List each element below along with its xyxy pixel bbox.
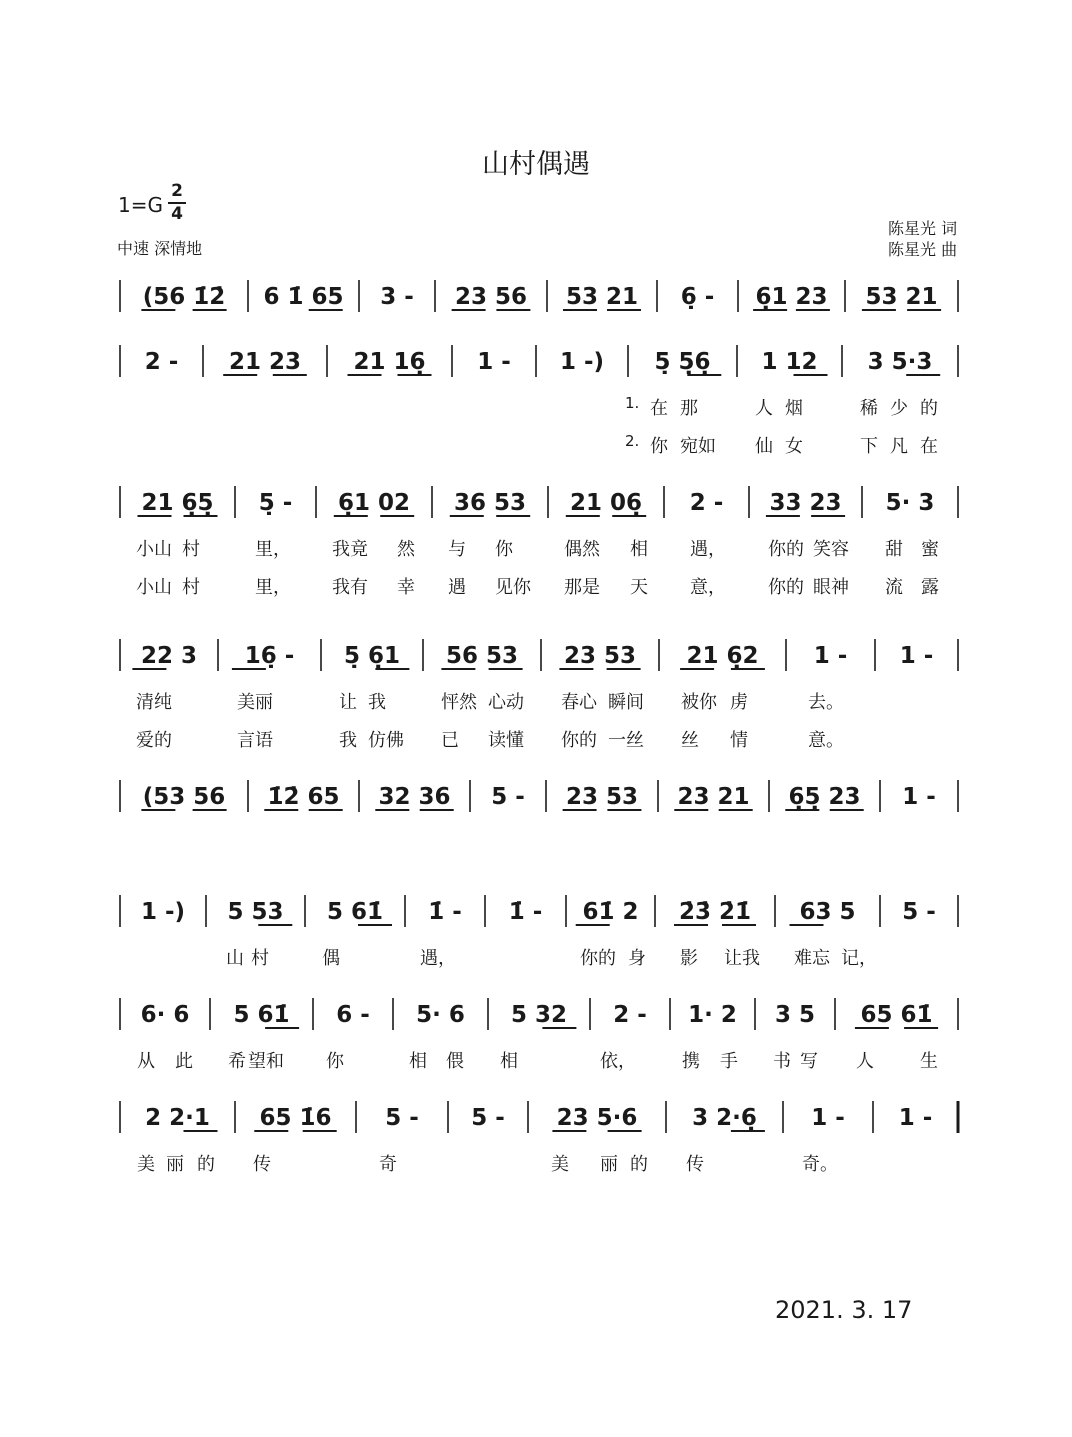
measure: 1 - [898,1105,933,1131]
score-row [0,776,1072,816]
lyricist-credit: 陈星光 词 [888,219,958,238]
lyric-syllable: 意。 [808,730,844,751]
measure: 2 2·1 [145,1105,210,1131]
lyric-syllable: 村 [182,539,200,560]
lyric-syllable: 美 [551,1154,569,1175]
lyric-syllable: 一丝 [608,730,644,751]
measure: 61̇ 2 [582,899,639,925]
measure: 5̣ 5̣6̣ [654,349,711,375]
lyric-syllable: 你的 [580,948,616,969]
measure: 33 23 [769,490,842,516]
measure: 23 53 [565,784,639,810]
lyric-syllable: 甜 [885,539,903,560]
measure: 5 61̇ [326,899,384,925]
lyric-syllable: 此 [175,1051,193,1072]
lyric-syllable: 那是 [564,577,600,598]
lyric-syllable: 在 [650,398,668,419]
tempo-marking: 中速 深情地 [117,239,203,258]
lyric-syllable: 我 [368,692,386,713]
time-signature [168,182,186,224]
lyric-syllable: 偶 [322,948,340,969]
score-row-svg [0,635,1072,677]
measure: 1 - [477,349,511,375]
measure: 5 - [471,1105,505,1131]
lyric-syllable: 依， [600,1051,636,1072]
lyric-syllable: 难忘 [794,948,830,969]
lyric-syllable: 去。 [808,692,844,713]
score-row-svg [0,994,1072,1036]
score-row-svg [0,1097,1072,1139]
measure: 23 53 [563,643,637,669]
lyric-syllable: 书 [773,1051,791,1072]
measure: 21 23 [228,349,302,375]
lyric-syllable: 相 [630,539,648,560]
lyric-syllable: 身 [628,948,646,969]
lyric-syllable: 丝 [681,730,699,751]
lyric-syllable: 笑容 [813,539,849,560]
key-signature: 1=G [118,193,163,217]
score-row [0,1097,1072,1137]
lyric-syllable: 心动 [488,692,524,713]
lyric-syllable: 1. [625,394,640,412]
lyric-syllable: 从 [137,1051,155,1072]
lyric-syllable: 奇 [379,1154,397,1175]
lyric-syllable: 的 [630,1154,648,1175]
measure: 65 1̇6 [259,1105,332,1131]
lyric-syllable: 少 [890,398,908,419]
lyric-syllable: 偶然 [564,539,600,560]
measure: 21 6̣2 [686,643,759,669]
lyric-syllable: 眼神 [813,577,849,598]
lyric-syllable: 小山 [136,577,172,598]
lyric-syllable: 情 [730,730,748,751]
lyric-syllable: 传 [253,1154,271,1175]
lyric-syllable: 影 [680,948,698,969]
song-title: 山村偶遇 [482,149,590,180]
lyric-syllable: 我有 [332,577,368,598]
lyric-syllable: 怦然 [441,692,477,713]
measure: 65 61̇ [860,1002,933,1028]
measure: 1 -) [140,899,186,925]
lyric-syllable: 手 [720,1051,738,1072]
date-stamp: 2021. 3. 17 [775,1296,913,1324]
lyric-syllable: 仿佛 [368,730,404,751]
measure: 5 - [385,1105,419,1131]
measure: 1 12 [761,349,818,375]
measure: 6 1̇ 65 [263,284,344,310]
lyric-syllable: 丽 [166,1154,184,1175]
lyric-syllable: 村 [251,948,269,969]
measure: 1 - [811,1105,845,1131]
lyric-syllable: 望和 [248,1051,284,1072]
lyric-syllable: 人 [755,398,773,419]
measure: 36 53 [453,490,527,516]
measure: 1̇ - [508,899,543,925]
measure: 5̣ - [258,490,293,516]
lyric-syllable: 与 [448,539,466,560]
lyric-syllable: 虏 [730,692,748,713]
lyric-syllable: 已 [441,730,459,751]
lyric-syllable: 奇。 [802,1154,838,1175]
lyric-syllable: 传 [686,1154,704,1175]
lyric-syllable: 遇， [690,539,726,560]
measure: 3 2·6̣ [692,1105,757,1131]
measure: 1̇2̇ 65 [267,784,340,810]
measure: 1 - [902,784,936,810]
lyric-syllable: 凡 [890,436,908,457]
lyric-syllable: 美丽 [237,692,273,713]
lyric-syllable: 希 [228,1051,246,1072]
measure: 1 -) [559,349,605,375]
lyric-syllable: 宛如 [680,436,716,457]
lyric-syllable: 山 [226,948,244,969]
lyric-syllable: 人 [856,1051,874,1072]
lyric-syllable: 2. [625,432,640,450]
lyric-syllable: 被你 [681,692,717,713]
measure: 21 6̣5̣ [141,490,214,516]
measure: 2 - [689,490,724,516]
lyric-syllable: 小山 [136,539,172,560]
lyric-syllable: 里， [255,539,291,560]
lyric-syllable: 你的 [768,539,804,560]
lyric-syllable: 的 [920,398,938,419]
lyric-syllable: 你 [650,436,668,457]
measure: 3 5 [774,1002,816,1028]
score-row [0,635,1072,675]
lyric-syllable: 村 [182,577,200,598]
measure: 6̣1 23 [755,284,828,310]
measure: 63 5 [799,899,856,925]
lyric-syllable: 流 [885,577,903,598]
lyric-syllable: 相 [409,1051,427,1072]
measure: 1· 2 [688,1002,737,1028]
lyric-syllable: 我 [339,730,357,751]
lyric-syllable: 仙 [755,436,773,457]
measure: 1 - [813,643,848,669]
score-row [0,276,1072,316]
score-row [0,994,1072,1034]
lyric-syllable: 天 [630,577,648,598]
lyric-syllable: 我竟 [332,539,368,560]
lyric-syllable: 让 [339,692,357,713]
measure: 32 36 [378,784,451,810]
lyric-syllable: 里， [255,577,291,598]
lyric-syllable: 丽 [600,1154,618,1175]
lyric-syllable: 遇 [448,577,466,598]
score-row-svg [0,482,1072,524]
lyric-syllable: 爱的 [136,730,172,751]
lyric-syllable: 见你 [495,577,531,598]
lyric-syllable: 读懂 [488,730,524,751]
lyric-syllable: 你 [495,539,513,560]
lyric-syllable: 言语 [237,730,273,751]
lyric-syllable: 稀 [860,398,878,419]
measure: 2 - [613,1002,647,1028]
lyric-syllable: 偎 [446,1051,464,1072]
lyric-syllable: 烟 [785,398,803,419]
lyric-syllable: 在 [920,436,938,457]
measure: 6· 6 [140,1002,190,1028]
measure: 6 - [336,1002,370,1028]
lyric-syllable: 写 [800,1051,818,1072]
lyric-syllable: 幸 [397,577,415,598]
measure: (56 1̇2̇ [142,284,226,310]
measure: 1̇ - [428,899,462,925]
measure: 2̇3̇ 2̇1̇ [678,899,752,925]
measure: 5 - [491,784,525,810]
measure: 53 21 [865,284,938,310]
lyric-syllable: 春心 [561,692,597,713]
lyric-syllable: 携 [682,1051,700,1072]
measure: 21 16̣ [353,349,426,375]
measure: 6̣1 02 [337,490,411,516]
measure: 1 - [899,643,934,669]
measure: 5· 3 [885,490,935,516]
score-row-svg [0,341,1072,383]
measure: 53 21 [565,284,639,310]
lyric-syllable: 记， [841,948,877,969]
lyric-syllable: 露 [921,577,939,598]
score-row [0,341,1072,381]
lyric-syllable: 美 [137,1154,155,1175]
measure: 23 21 [677,784,750,810]
measure: 23 5·6 [556,1105,638,1131]
lyric-syllable: 相 [500,1051,518,1072]
score-row-svg [0,276,1072,318]
score-row [0,482,1072,522]
lyric-syllable: 你的 [768,577,804,598]
measure: 6̣ - [680,284,715,310]
measure: 5 53 [227,899,284,925]
measure: 56 53 [445,643,519,669]
measure: 5 32 [510,1002,568,1028]
measure: 6̣5̣ 23 [788,784,861,810]
measure: (53 56 [142,784,226,810]
measure: 5· 6 [416,1002,465,1028]
lyric-syllable: 你 [326,1051,344,1072]
lyric-syllable: 让我 [724,948,760,969]
lyric-syllable: 意， [690,577,726,598]
measure: 2 - [144,349,179,375]
score-row-svg [0,891,1072,933]
lyric-syllable: 女 [785,436,803,457]
lyric-syllable: 然 [397,539,415,560]
measure: 5̣ 6̣1 [343,643,401,669]
time-signature-bottom: 4 [171,204,183,224]
lyric-syllable: 蜜 [921,539,939,560]
composer-credit: 陈星光 曲 [888,240,958,259]
lyric-syllable: 生 [920,1051,938,1072]
measure: 16̣ - [244,643,295,669]
measure: 5 - [902,899,936,925]
lyric-syllable: 你的 [561,730,597,751]
lyric-syllable: 清纯 [136,692,172,713]
lyric-syllable: 那 [680,398,698,419]
lyric-syllable: 遇， [420,948,456,969]
time-signature-top: 2 [171,181,183,201]
measure: 21 06̣ [569,490,643,516]
lyric-syllable: 瞬间 [608,692,644,713]
measure: 5 61̇ [233,1002,290,1028]
lyric-syllable: 下 [860,436,878,457]
score-row-svg [0,776,1072,818]
lyric-syllable: 的 [197,1154,215,1175]
measure: 23 56 [454,284,528,310]
measure: 22 3 [140,643,198,669]
measure: 3 5·3 [867,349,933,375]
measure: 3 - [380,284,414,310]
score-row [0,891,1072,931]
